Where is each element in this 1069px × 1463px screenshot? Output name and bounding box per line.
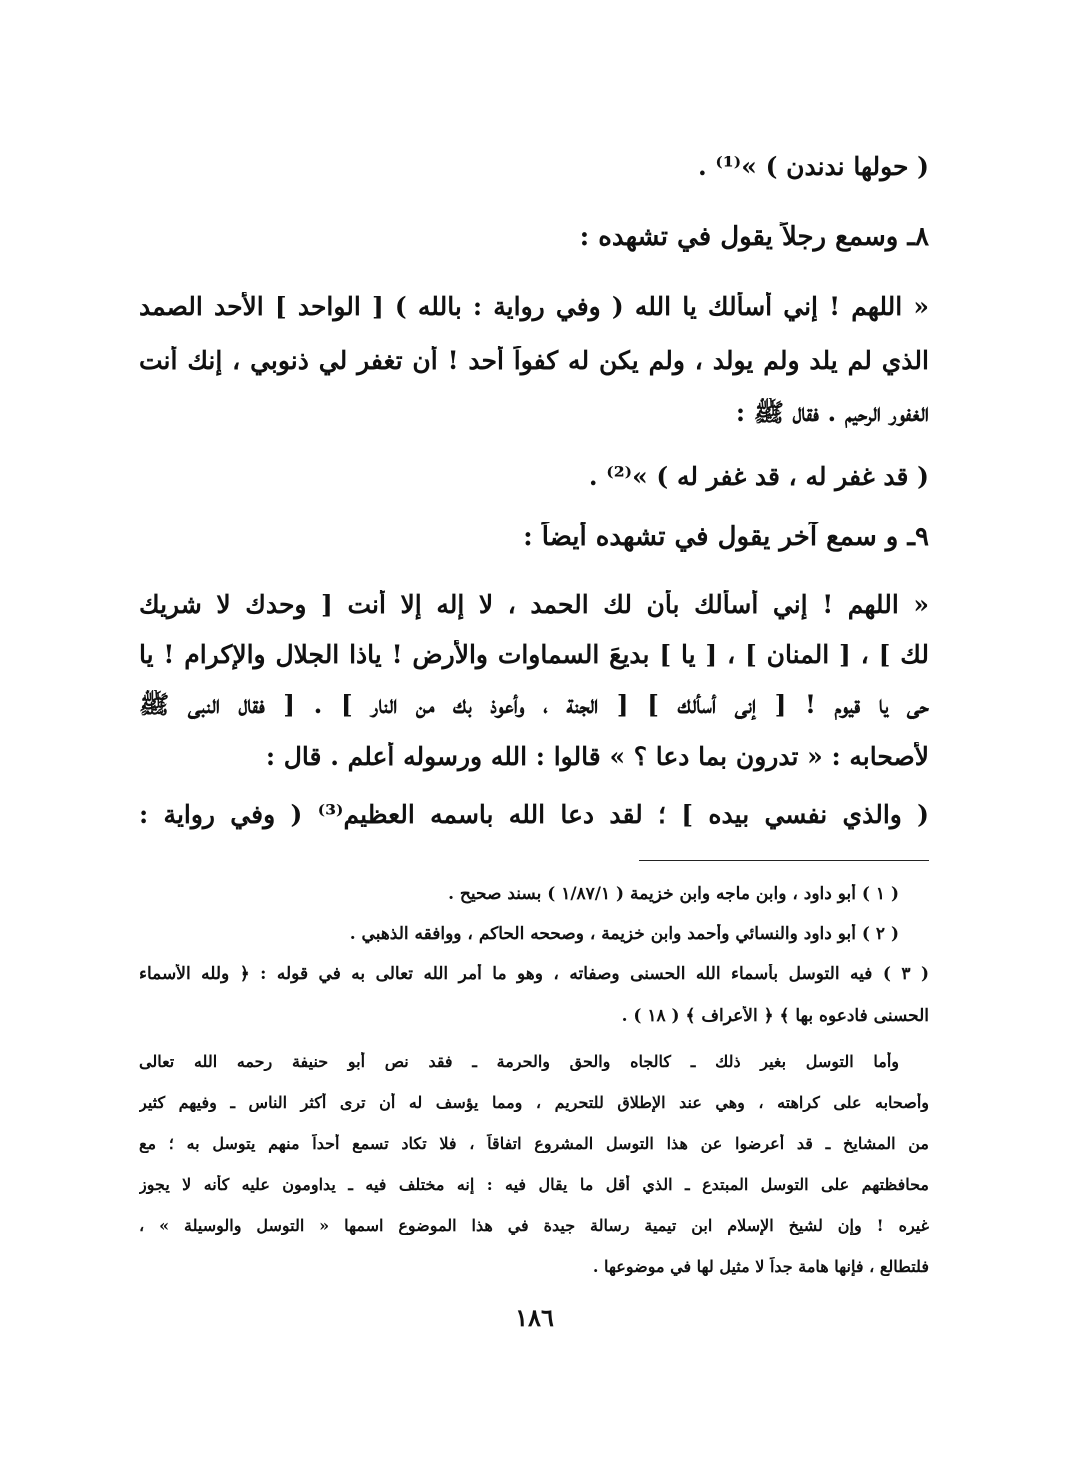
text-line-dua2-2: لك ] ، [ المنان ] ، [ يا ] بديعَ السماوات والأرض ! ياذا الجلال والإكرام ! يا	[139, 640, 929, 669]
text-line-dua2-3: حي يا قيوم ! [ إني أسألك ] [ الجنة ، وأعوذ بك من النار ] . [ فقال النبي ﷺ	[139, 690, 929, 719]
page-number: ١٨٦	[515, 1303, 554, 1332]
note-line-4: محافظتهم على التوسل المبتدع ـ الذي أقل ما يقال فيه : إنه مختلف فيه ـ يداومون عليه كأنه لا يجوز	[139, 1175, 929, 1194]
section-heading-9: ٩ـ و سمع آخر يقول في تشهده أيضاً :	[523, 522, 929, 552]
footnote-1: ( ١ ) أبو داود ، وابن ماجه وابن خزيمة ( ١/٨٧/١ ) بسند صحيح .	[448, 884, 899, 904]
text-line-hadith-end: ( حولها ندندن ) »⁽¹⁾ .	[697, 152, 929, 181]
section-heading-8: ٨ـ وسمع رجلاً يقول في تشهده :	[579, 222, 929, 252]
text-line-dua-1: « اللهم ! إني أسألك يا الله ( وفي رواية : بالله ) [ الواحد ] الأحد الصمد	[139, 292, 929, 321]
text-line-forgiven: ( قد غفر له ، قد غفر له ) »⁽²⁾ .	[588, 462, 929, 491]
note-line-2: وأصحابه على كراهته ، وهي عند الإطلاق للتحريم ، ومما يؤسف له أن ترى أكثر الناس ـ وفيهم كثير	[139, 1093, 929, 1112]
footnote-2: ( ٢ ) أبو داود والنسائي وأحمد وابن خزيمة ، وصححه الحاكم ، ووافقه الذهبي .	[349, 924, 899, 944]
text-line-dua-2: الذي لم يلد ولم يولد ، ولم يكن له كفواً أحد ! أن تغفر لي ذنوبي ، إنك أنت	[139, 346, 929, 375]
footnote-3: ( ٣ ) فيه التوسل بأسماء الله الحسنى وصفاته ، وهو ما أمر الله تعالى به في قوله : ﴿ ولله الأسماء	[139, 964, 929, 984]
note-line-6: فلتطالع ، فإنها هامة جداً لا مثيل لها في موضوعها .	[592, 1257, 929, 1276]
text-line-dua2-5: ( والذي نفسي بيده ] ؛ لقد دعا الله باسمه العظيم⁽³⁾ ( وفي رواية :	[139, 800, 929, 829]
footnote-3-cont: الحسنى فادعوه بها ﴾ ﴿ الأعراف ﴾ ( ١٨ ) .	[621, 1006, 929, 1026]
note-line-3: من المشايخ ـ قد أعرضوا عن هذا التوسل المشروع اتفاقاً ، فلا تكاد تسمع أحداً منهم يتوسل به ؛ مع	[139, 1134, 929, 1153]
text-line-dua2-1: « اللهم ! إني أسألك بأن لك الحمد ، لا إله إلا أنت [ وحدك لا شريك	[139, 590, 929, 619]
note-line-5: غيره ! وإن لشيخ الإسلام ابن تيمية رسالة جيدة في هذا الموضوع اسمها « التوسل والوسيلة » ،	[139, 1216, 929, 1235]
text-line-dua-3: الغفور الرحيم . فقال ﷺ :	[735, 398, 929, 427]
footnote-separator	[639, 860, 929, 861]
note-line-1: وأما التوسل بغير ذلك ـ كالجاه والحق والحرمة ـ فقد نص أبو حنيفة رحمه الله تعالى	[139, 1052, 899, 1071]
text-line-dua2-4: لأصحابه : « تدرون بما دعا ؟ » قالوا : الله ورسوله أعلم . قال :	[265, 742, 929, 771]
